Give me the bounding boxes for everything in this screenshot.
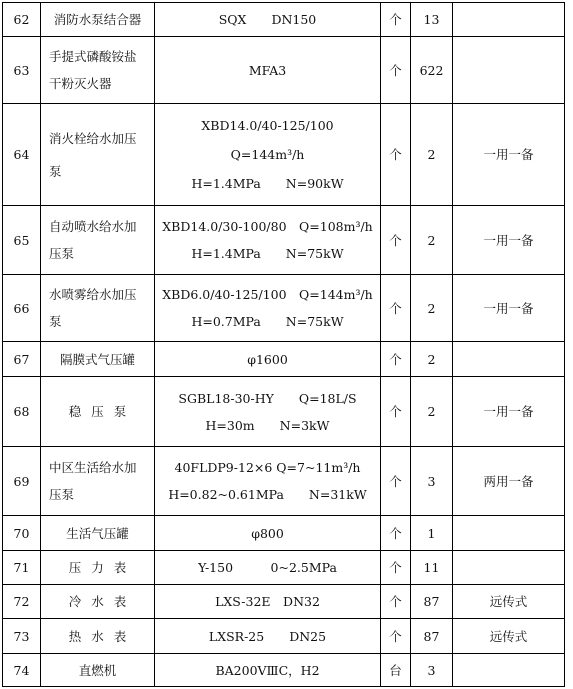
item-spec-line: H=1.4MPa N=75kW bbox=[191, 246, 344, 261]
item-name-line: 压泵 bbox=[49, 487, 75, 502]
item-spec bbox=[155, 447, 381, 516]
item-quantity: 2 bbox=[411, 104, 453, 206]
item-name-line: 水喷雾给水加压 bbox=[49, 287, 137, 302]
item-note bbox=[453, 654, 565, 687]
item-unit: 个 bbox=[381, 275, 411, 342]
item-spec bbox=[155, 619, 381, 654]
item-spec-line: MFA3 bbox=[248, 62, 287, 78]
item-quantity: 1 bbox=[411, 516, 453, 551]
item-quantity: 2 bbox=[411, 275, 453, 342]
item-name-line: 冷水表 bbox=[68, 594, 137, 609]
item-note: 一用一备 bbox=[453, 275, 565, 342]
item-name-line: 稳压泵 bbox=[68, 404, 137, 419]
item-spec bbox=[155, 37, 381, 104]
row-number: 66 bbox=[3, 275, 41, 342]
table-row bbox=[3, 342, 565, 377]
table-row bbox=[3, 37, 565, 104]
item-name-line: 消防水泵结合器 bbox=[53, 12, 142, 27]
item-name-line: 隔膜式气压罐 bbox=[59, 351, 135, 367]
row-number: 71 bbox=[3, 551, 41, 585]
row-number: 70 bbox=[3, 516, 41, 551]
item-quantity: 2 bbox=[411, 342, 453, 377]
item-name bbox=[41, 654, 155, 687]
item-name-line: 压力表 bbox=[68, 560, 137, 575]
table-row bbox=[3, 654, 565, 687]
item-unit: 个 bbox=[381, 206, 411, 275]
item-spec-line: XBD14.0/30-100/80 Q=108m³/h bbox=[162, 219, 373, 234]
item-unit: 个 bbox=[381, 619, 411, 654]
item-name-line: 干粉灭火器 bbox=[49, 76, 112, 91]
item-quantity: 87 bbox=[411, 585, 453, 619]
item-name-line: 手提式磷酸铵盐 bbox=[49, 49, 137, 64]
item-spec-line: LXS-32E DN32 bbox=[215, 594, 320, 609]
row-number: 65 bbox=[3, 206, 41, 275]
item-unit: 台 bbox=[381, 654, 411, 687]
table-row bbox=[3, 206, 565, 275]
item-spec-line: H=30m N=3kW bbox=[205, 417, 330, 433]
item-name-line: 消火栓给水加压 bbox=[49, 130, 137, 146]
item-name-line: 泵 bbox=[49, 163, 62, 179]
item-spec-line: H=1.4MPa N=90kW bbox=[191, 176, 344, 191]
row-number: 68 bbox=[3, 377, 41, 447]
table-row bbox=[3, 447, 565, 516]
item-name bbox=[41, 104, 155, 206]
item-spec bbox=[155, 275, 381, 342]
item-spec-line: LXSR-25 DN25 bbox=[208, 628, 327, 644]
item-name bbox=[41, 516, 155, 551]
item-spec-line: H=0.82~0.61MPa N=31kW bbox=[168, 487, 367, 502]
item-note bbox=[453, 516, 565, 551]
item-name bbox=[41, 585, 155, 619]
item-spec bbox=[155, 377, 381, 447]
item-quantity: 87 bbox=[411, 619, 453, 654]
equipment-table bbox=[2, 2, 565, 687]
item-spec-line: Y-150 0~2.5MPa bbox=[198, 560, 337, 575]
item-spec-line: Q=144m³/h bbox=[230, 147, 305, 162]
item-unit: 个 bbox=[381, 585, 411, 619]
item-name-line: 压泵 bbox=[49, 246, 75, 261]
item-spec bbox=[155, 654, 381, 687]
item-note: 一用一备 bbox=[453, 206, 565, 275]
item-note: 一用一备 bbox=[453, 104, 565, 206]
item-name-line: 泵 bbox=[49, 314, 62, 329]
item-quantity: 2 bbox=[411, 206, 453, 275]
item-note bbox=[453, 37, 565, 104]
item-unit: 个 bbox=[381, 104, 411, 206]
item-note: 远传式 bbox=[453, 585, 565, 619]
row-number: 72 bbox=[3, 585, 41, 619]
item-unit: 个 bbox=[381, 447, 411, 516]
item-name bbox=[41, 447, 155, 516]
item-name bbox=[41, 377, 155, 447]
item-unit: 个 bbox=[381, 342, 411, 377]
item-quantity: 622 bbox=[411, 37, 453, 104]
item-spec-line: φ1600 bbox=[247, 351, 288, 367]
item-name-line: 生活气压罐 bbox=[66, 525, 129, 541]
item-spec-line: XBD6.0/40-125/100 Q=144m³/h bbox=[162, 287, 373, 302]
item-quantity: 3 bbox=[411, 447, 453, 516]
table-body bbox=[3, 3, 565, 687]
table-row bbox=[3, 516, 565, 551]
item-spec bbox=[155, 516, 381, 551]
table-row bbox=[3, 377, 565, 447]
item-name-line: 中区生活给水加 bbox=[49, 460, 137, 475]
row-number: 73 bbox=[3, 619, 41, 654]
row-number: 69 bbox=[3, 447, 41, 516]
item-spec-line: φ800 bbox=[251, 525, 284, 541]
item-spec-line: XBD14.0/40-125/100 bbox=[201, 118, 334, 133]
row-number: 64 bbox=[3, 104, 41, 206]
table-row bbox=[3, 275, 565, 342]
item-quantity: 2 bbox=[411, 377, 453, 447]
item-spec-line: BA200VⅢC，H2 bbox=[215, 662, 320, 678]
item-name bbox=[41, 551, 155, 585]
item-quantity: 13 bbox=[411, 3, 453, 37]
item-quantity: 11 bbox=[411, 551, 453, 585]
item-unit: 个 bbox=[381, 551, 411, 585]
item-spec-line: 40FLDP9-12×6 Q=7~11m³/h bbox=[174, 460, 361, 475]
item-note bbox=[453, 551, 565, 585]
row-number: 74 bbox=[3, 654, 41, 687]
item-spec bbox=[155, 104, 381, 206]
item-spec bbox=[155, 342, 381, 377]
table-row bbox=[3, 551, 565, 585]
item-name-line: 热水表 bbox=[68, 628, 137, 644]
item-spec bbox=[155, 585, 381, 619]
item-unit: 个 bbox=[381, 3, 411, 37]
item-spec bbox=[155, 206, 381, 275]
item-name bbox=[41, 3, 155, 37]
item-spec-line: SQX DN150 bbox=[218, 12, 317, 27]
table-row bbox=[3, 104, 565, 206]
item-name-line: 直燃机 bbox=[78, 662, 117, 678]
item-unit: 个 bbox=[381, 37, 411, 104]
item-name bbox=[41, 619, 155, 654]
item-unit: 个 bbox=[381, 516, 411, 551]
row-number: 67 bbox=[3, 342, 41, 377]
item-name bbox=[41, 342, 155, 377]
row-number: 62 bbox=[3, 3, 41, 37]
item-spec bbox=[155, 551, 381, 585]
item-note: 两用一备 bbox=[453, 447, 565, 516]
item-name bbox=[41, 37, 155, 104]
item-note: 远传式 bbox=[453, 619, 565, 654]
item-spec-line: H=0.7MPa N=75kW bbox=[191, 314, 344, 329]
item-note bbox=[453, 3, 565, 37]
table-row bbox=[3, 3, 565, 37]
item-name-line: 自动喷水给水加 bbox=[49, 219, 137, 234]
item-quantity: 3 bbox=[411, 654, 453, 687]
item-note bbox=[453, 342, 565, 377]
item-spec bbox=[155, 3, 381, 37]
item-unit: 个 bbox=[381, 377, 411, 447]
item-spec-line: SGBL18-30-HY Q=18L/S bbox=[178, 390, 357, 406]
item-note: 一用一备 bbox=[453, 377, 565, 447]
item-name bbox=[41, 206, 155, 275]
row-number: 63 bbox=[3, 37, 41, 104]
item-name bbox=[41, 275, 155, 342]
table-row bbox=[3, 585, 565, 619]
table-row bbox=[3, 619, 565, 654]
